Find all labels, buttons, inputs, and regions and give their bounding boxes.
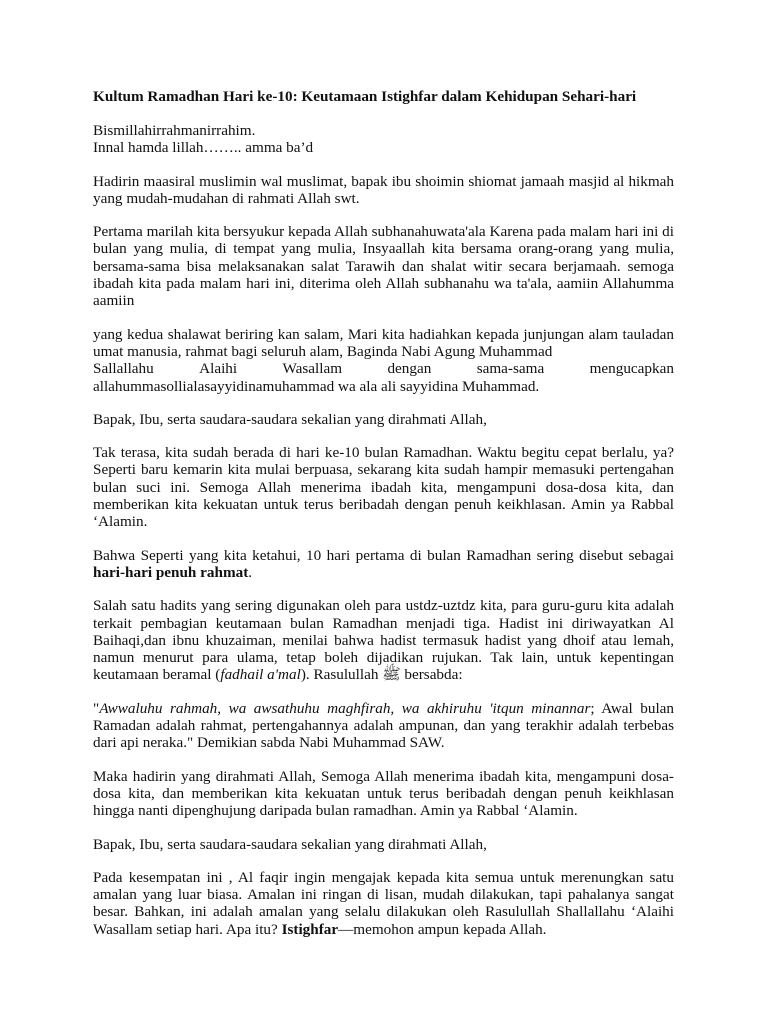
paragraph-hadith-intro xyxy=(93,597,674,683)
paragraph-address: Bapak, Ibu, serta saudara-saudara sekalian yang dirahmati Allah, xyxy=(93,410,487,428)
istighfar-end: —memohon ampun kepada Allah. xyxy=(338,920,547,938)
istighfar-bold: Istighfar xyxy=(281,920,339,938)
hadith-intro-italic: fadhail a'mal xyxy=(220,666,301,684)
shalawat-word: dengan xyxy=(387,360,432,378)
opening-basmalah: Bismillahirrahmanirrahim. xyxy=(93,122,256,139)
paragraph-shalawat xyxy=(93,326,674,395)
hadith-intro-text: Salah satu hadits yang sering digunakan oleh para ustdz-uztdz kita, para guru-guru kita adalah terkait pembagian keutamaan bulan Ramadhan menjadi tiga. Hadist ini diriwayatkan Al Baihaqi,dan ibnu khuzaiman, menilai bahwa hadist termasuk hadist yang dhoif atau lemah, namun menurut para ulama, tetap boleh dijadikan rujukan. Tak lain, untuk kepentingan keutamaan beramal ( xyxy=(93,597,674,684)
document-title: Kultum Ramadhan Hari ke-10: Keutamaan Istighfar dalam Kehidupan Sehari-hari xyxy=(93,88,637,105)
quote-rest: ; Awal bulan Ramadan adalah rahmat, pertengahannya adalah ampunan, dan yang terakhir adalah terbebas dari api neraka." Demikian sabda Nabi Muhammad SAW. xyxy=(93,699,675,752)
paragraph-hadith-quote xyxy=(93,700,674,752)
paragraph-day-ten: Tak terasa, kita sudah berada di hari ke-10 bulan Ramadhan. Waktu begitu cepat berlalu, ya? Seperti baru kemarin kita mulai berpuasa, sekarang kita sudah hampir memasuki pertengahan bulan suci ini. Semoga Allah menerima ibadah kita, mengampuni dosa-dosa kita, dan memberikan kita kekuatan untuk terus beribadah dengan penuh keikhlasan. Amin ya Rabbal ‘Alamin. xyxy=(93,444,674,531)
paragraph-address-2: Bapak, Ibu, serta saudara-saudara sekalian yang dirahmati Allah, xyxy=(93,835,487,853)
paragraph-prayer: Maka hadirin yang dirahmati Allah, Semoga Allah menerima ibadah kita, mengampuni dosa-dosa kita, dan memberikan kita kekuatan untuk terus beribadah dengan penuh keikhlasan hingga nanti dipenghujung daripada bulan ramadhan. Amin ya Rabbal ‘Alamin. xyxy=(93,767,674,820)
shalawat-word: Sallallahu xyxy=(93,360,154,378)
shalawat-text-a: yang kedua shalawat beriring kan salam, Mari kita hadiahkan kepada junjungan alam tauladan umat manusia, rahmat bagi seluruh alam, Baginda Nabi Agung Muhammad xyxy=(93,325,674,360)
paragraph-greeting: Hadirin maasiral muslimin wal muslimat, bapak ibu shoimin shiomat jamaah masjid al hikmah yang mudah-mudahan di rahmati Allah swt. xyxy=(93,172,674,207)
shalawat-text-b: allahummasollialasayyidinamuhammad wa ala ali sayyidina Muhammad. xyxy=(93,377,540,395)
paragraph-gratitude: Pertama marilah kita bersyukur kepada Allah subhanahuwata'ala Karena pada malam hari ini di bulan yang mulia, di tempat yang mulia, Insyaallah kita bersama orang-orang yang mulia, bersama-sama bisa melaksanakan salat Tarawih dan shalat witir secara berjamaah. semoga ibadah kita pada malam hari ini, diterima oleh Allah subhanahu wa ta'ala, aamiin Allahumma aamiin xyxy=(93,223,674,310)
rahmat-end: . xyxy=(248,563,253,581)
paragraph-rahmat xyxy=(93,547,674,582)
shalawat-word: sama-sama xyxy=(476,360,545,378)
opening-paragraph xyxy=(93,122,674,157)
shalawat-spread-line xyxy=(93,360,674,377)
shalawat-word: Wasallam xyxy=(282,360,343,378)
quote-italic: Awwaluhu rahmah, wa awsathuhu maghfirah, wa akhiruhu 'itqun minannar xyxy=(99,699,591,717)
shalawat-word: mengucapkan xyxy=(589,360,674,378)
shalawat-word: Alaihi xyxy=(199,360,238,378)
quote-open: " xyxy=(93,699,100,717)
istighfar-text: Pada kesempatan ini , Al faqir ingin mengajak kepada kita semua untuk merenungkan satu amalan yang luar biasa. Amalan ini ringan di lisan, mudah dilakukan, tapi pahalanya sangat besar. Bahkan, ini adalah amalan yang selalu dilakukan oleh Rasulullah Shallallahu ‘Alaihi Wasallam setiap hari. Apa itu? xyxy=(93,868,674,938)
rahmat-bold: hari-hari penuh rahmat xyxy=(93,563,249,581)
opening-hamdalah: Innal hamda lillah…….. amma ba’d xyxy=(93,139,314,157)
paragraph-istighfar xyxy=(93,869,674,938)
rahmat-text: Bahwa Seperti yang kita ketahui, 10 hari pertama di bulan Ramadhan sering disebut sebagai xyxy=(93,546,674,564)
hadith-intro-end: ). Rasulullah ﷺ bersabda: xyxy=(300,666,463,684)
